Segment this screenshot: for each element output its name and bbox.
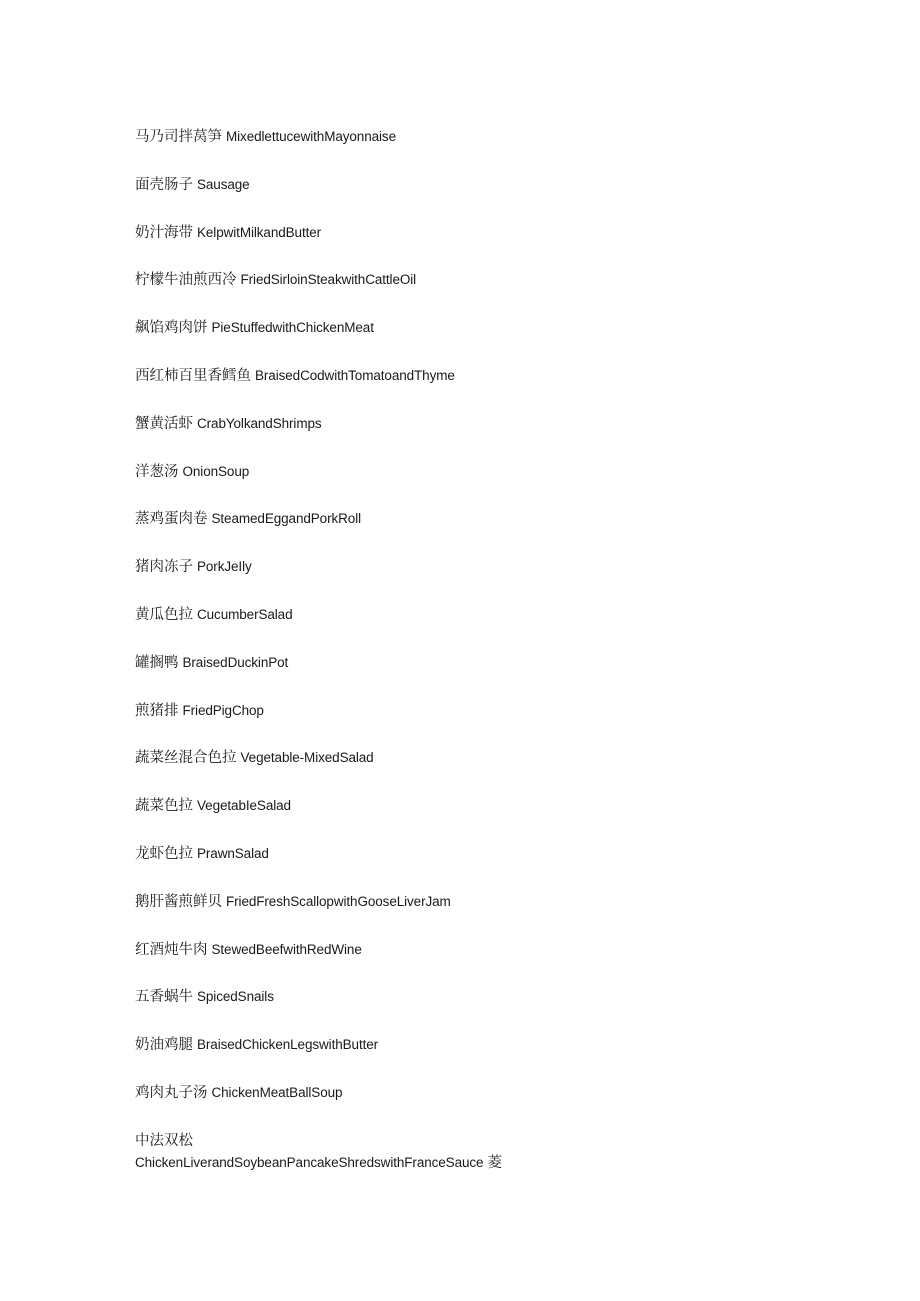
dish-name-english: OnionSoup xyxy=(182,463,250,479)
menu-item xyxy=(135,508,795,556)
menu-item xyxy=(135,747,795,795)
dish-name-chinese: 洋葱汤 xyxy=(135,463,179,480)
menu-item xyxy=(135,700,795,748)
menu-item xyxy=(135,365,795,413)
dish-name-english: BraisedDuckinPot xyxy=(182,654,289,670)
dish-name-english: CrabYolkandShrimps xyxy=(197,415,322,431)
dish-name-english: BraisedCodwithTomatoandThyme xyxy=(255,367,455,383)
menu-item xyxy=(135,986,795,1034)
dish-name-chinese: 黄瓜色拉 xyxy=(135,606,193,623)
dish-name-english: BraisedChickenLegswithButter xyxy=(197,1037,379,1053)
dish-name-chinese: 五香蜗牛 xyxy=(135,989,193,1006)
dish-name-chinese: 西红柿百里香鳕鱼 xyxy=(135,367,251,384)
dish-name-chinese: 罐搁鸭 xyxy=(135,654,179,671)
dish-name-chinese: 蟹黄活虾 xyxy=(135,415,193,432)
dish-name-english: ChickenLiverandSoybeanPancakeShredswithFranceSauce xyxy=(135,1154,484,1170)
dish-name-english: PorkJeIly xyxy=(197,559,252,575)
menu-item xyxy=(135,1082,795,1130)
dish-name-chinese: 面壳肠子 xyxy=(135,176,193,193)
dish-name-english: KelpwitMilkandButter xyxy=(197,224,322,240)
dish-name-chinese: 马乃司拌莴笋 xyxy=(135,129,222,145)
dish-name-english: Sausage xyxy=(197,176,250,192)
dish-name-chinese: 煎猪排 xyxy=(135,702,179,719)
dish-name-chinese: 红酒炖牛肉 xyxy=(135,941,208,958)
dish-name-english: VegetabIeSalad xyxy=(197,798,291,814)
dish-name-english: FriedFreshScallopwithGooseLiverJam xyxy=(226,893,451,909)
dish-name-chinese: 蔬菜丝混合色拉 xyxy=(135,750,237,767)
menu-item-last xyxy=(135,1130,795,1174)
menu-item xyxy=(135,891,795,939)
dish-name-english: ChickenMeatBallSoup xyxy=(211,1084,343,1100)
dish-name-chinese: 中法双松 xyxy=(135,1132,193,1149)
dish-name-english: CucumberSalad xyxy=(197,606,293,622)
dish-name-english: SpicedSnails xyxy=(197,989,274,1005)
menu-item xyxy=(135,126,795,174)
menu-item xyxy=(135,652,795,700)
dish-name-chinese: 奶汁海带 xyxy=(135,224,193,241)
trailing-text: 菱 xyxy=(487,1154,502,1171)
dish-name-chinese: 鸡肉丸子汤 xyxy=(135,1084,208,1101)
menu-item xyxy=(135,604,795,652)
dish-name-chinese: 鹅肝酱煎鲜贝 xyxy=(135,893,222,910)
menu-item xyxy=(135,413,795,461)
dish-name-chinese: 蔬菜色拉 xyxy=(135,798,193,815)
menu-item xyxy=(135,461,795,509)
menu-item xyxy=(135,317,795,365)
dish-name-english: FriedSirloinSteakwithCattleOil xyxy=(240,272,417,288)
dish-name-chinese: 奶油鸡腿 xyxy=(135,1037,193,1054)
menu-item xyxy=(135,174,795,222)
dish-name-english: StewedBeefwithRedWine xyxy=(211,941,362,957)
dish-name-english: MixedlettucewithMayonnaise xyxy=(226,129,396,144)
menu-item xyxy=(135,939,795,987)
dish-name-chinese: 蒸鸡蛋肉卷 xyxy=(135,511,208,528)
menu-item xyxy=(135,222,795,270)
menu-item xyxy=(135,795,795,843)
menu-item xyxy=(135,269,795,317)
menu-item xyxy=(135,843,795,891)
menu-item xyxy=(135,556,795,604)
dish-name-chinese: 龙虾色拉 xyxy=(135,845,193,862)
dish-name-english: PieStuffedwithChickenMeat xyxy=(211,320,374,336)
dish-name-chinese: 猪肉冻子 xyxy=(135,559,193,576)
dish-name-english: PrawnSalad xyxy=(197,845,269,861)
dish-name-english: Vegetable-MixedSalad xyxy=(240,750,374,766)
menu-item xyxy=(135,1034,795,1082)
menu-list xyxy=(135,126,795,1174)
dish-name-english: SteamedEggandPorkRoll xyxy=(211,511,361,527)
dish-name-english: FriedPigChop xyxy=(182,702,264,718)
dish-name-chinese: 柠檬牛油煎西冷 xyxy=(135,272,237,289)
dish-name-chinese: 飙馅鸡肉饼 xyxy=(135,320,208,337)
